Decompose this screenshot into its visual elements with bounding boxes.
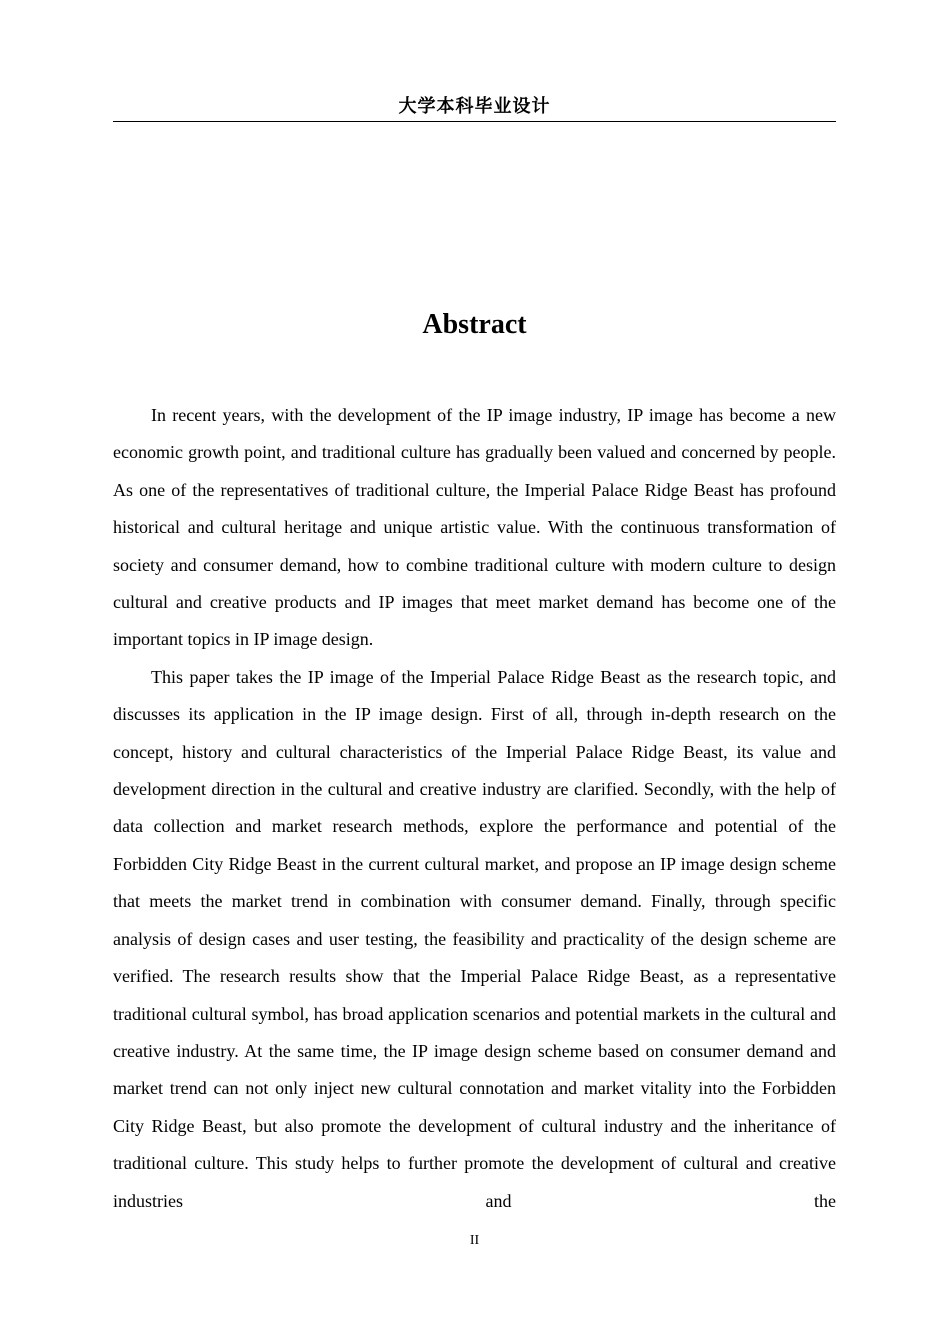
abstract-body — [113, 397, 836, 1220]
abstract-paragraph: In recent years, with the development of the IP image industry, IP image has become a new economic growth point, and traditional culture has gradually been valued and concerned by people. As one of the representatives of traditional culture, the Imperial Palace Ridge Beast has profound historical and cultural heritage and unique artistic value. With the continuous transformation of society and consumer demand, how to combine traditional culture with modern culture to design cultural and creative products and IP images that meet market demand has become one of the important topics in IP image design. — [113, 405, 836, 650]
abstract-paragraph: This paper takes the IP image of the Imperial Palace Ridge Beast as the research topic, and discusses its application in the IP image design. First of all, through in-depth research on the concept, history and cultural characteristics of the Imperial Palace Ridge Beast, its value and development direction in the cultural and creative industry are clarified. Secondly, with the help of data collection and market research methods, explore the performance and potential of the Forbidden City Ridge Beast in the current cultural market, and propose an IP image design scheme that meets the market trend in combination with consumer demand. Finally, through specific analysis of design cases and user testing, the feasibility and practicality of the design scheme are verified. The research results show that the Imperial Palace Ridge Beast, as a representative traditional cultural symbol, has broad application scenarios and potential markets in the cultural and creative industry. At the same time, the IP image design scheme based on consumer demand and market trend can not only inject new cultural connotation and market vitality into the Forbidden City Ridge Beast, but also promote the development of cultural industry and the inheritance of traditional culture. This study helps to further promote the development of cultural and creative industries and the — [113, 666, 836, 1211]
abstract-title: Abstract — [422, 309, 527, 340]
page-number: II — [469, 1233, 480, 1248]
header-divider — [113, 121, 836, 122]
running-header: 大学本科毕业设计 — [398, 96, 551, 117]
